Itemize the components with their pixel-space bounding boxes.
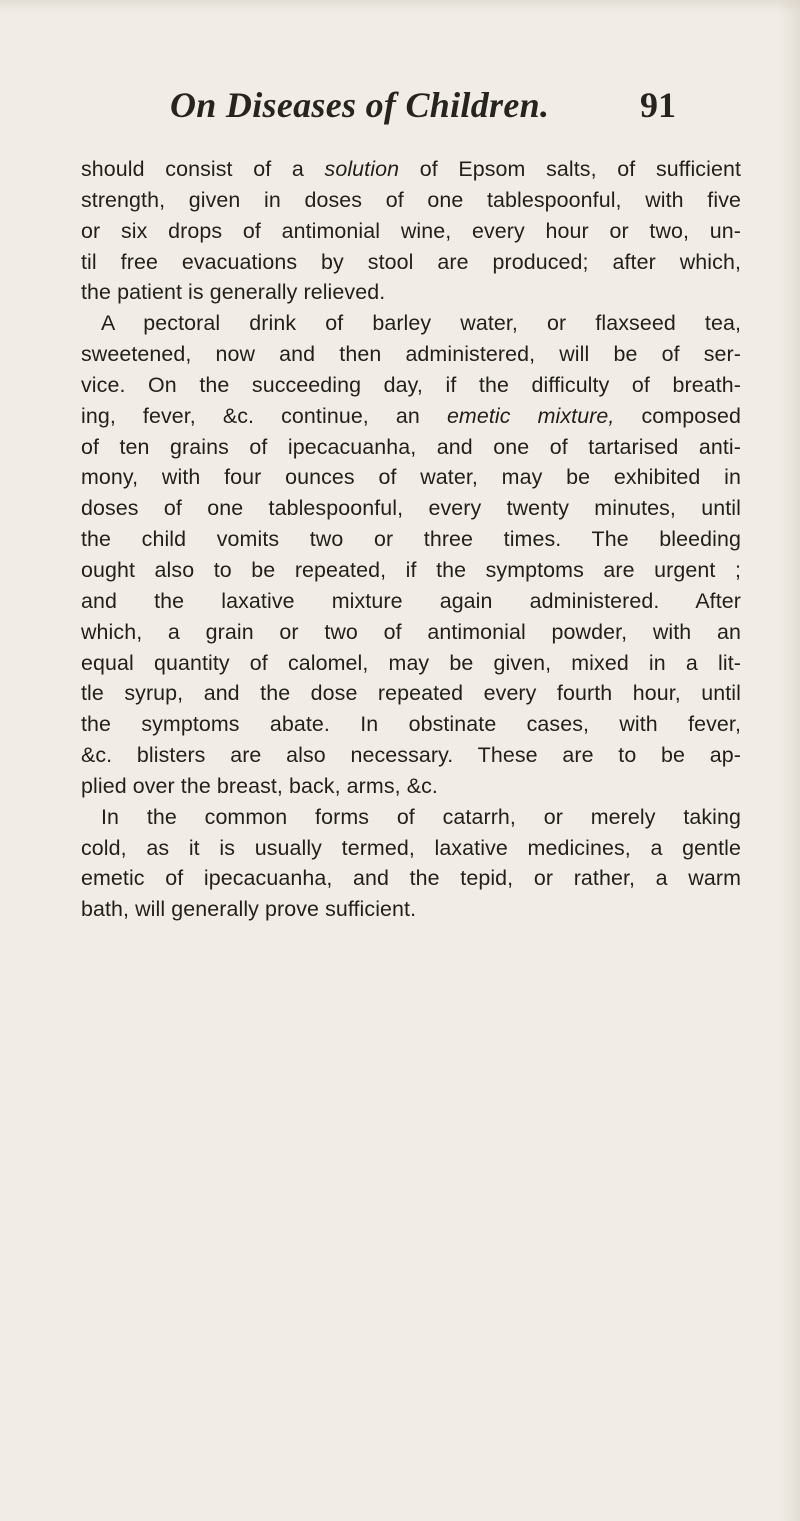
text-segment: should consist of a — [81, 157, 325, 181]
text-segment: emetic of ipecacuanha, and the tepid, or rather, a warm — [81, 866, 741, 891]
text-segment: bath, will generally prove sufficient. — [81, 897, 417, 922]
text-line — [81, 555, 741, 586]
text-segment: which, a grain or two of antimonial powder, with an — [81, 619, 741, 644]
text-segment: &c. blisters are also necessary. These are to be ap- — [81, 743, 741, 768]
text-segment: ought also to be repeated, if the symptoms are urgent ; — [81, 557, 741, 582]
text-line — [81, 586, 741, 617]
text-segment: composed — [614, 403, 741, 428]
text-line — [81, 247, 741, 278]
text-line — [81, 709, 741, 740]
page-top-shadow — [0, 0, 800, 14]
text-segment: In the common forms of catarrh, or merely taking — [101, 804, 741, 829]
text-segment: sweetened, now and then administered, will be of ser- — [81, 342, 741, 367]
text-line — [81, 308, 741, 339]
text-line — [81, 277, 741, 308]
text-line — [81, 154, 741, 185]
text-segment: doses of one tablespoonful, every twenty minutes, until — [81, 496, 741, 521]
text-line — [81, 771, 741, 802]
text-line — [81, 493, 741, 524]
text-line — [81, 216, 741, 247]
text-line — [81, 370, 741, 401]
text-segment: strength, given in doses of one tablespoonful, with five — [81, 187, 741, 212]
text-line — [81, 617, 741, 648]
text-line — [81, 432, 741, 463]
text-segment: the symptoms abate. In obstinate cases, with fever, — [81, 712, 741, 737]
text-segment: of Epsom salts, of sufficient — [399, 157, 741, 181]
text-segment: or six drops of antimonial wine, every hour or two, un- — [81, 218, 741, 243]
text-segment: ing, fever, &c. continue, an — [81, 403, 447, 428]
text-segment: A pectoral drink of barley water, or flaxseed tea, — [101, 311, 741, 336]
text-line — [81, 740, 741, 771]
running-title: On Diseases of Children. — [170, 85, 550, 125]
text-segment: cold, as it is usually termed, laxative medicines, a gentle — [81, 835, 741, 860]
text-line — [81, 894, 741, 925]
text-line — [81, 678, 741, 709]
text-segment: of ten grains of ipecacuanha, and one of tartarised anti- — [81, 434, 741, 459]
italic-term: emetic mixture, — [446, 403, 615, 428]
text-segment: tle syrup, and the dose repeated every fourth hour, until — [81, 681, 741, 706]
text-line — [81, 462, 741, 493]
italic-term: solution — [324, 157, 400, 181]
text-segment: vice. On the succeeding day, if the difficulty of breath- — [81, 372, 741, 397]
text-line — [81, 524, 741, 555]
text-segment: til free evacuations by stool are produced; after which, — [81, 249, 741, 274]
page-header — [170, 78, 730, 138]
text-segment: plied over the breast, back, arms, &c. — [81, 773, 438, 798]
text-segment: and the laxative mixture again administered. After — [81, 588, 741, 613]
text-segment: the child vomits two or three times. The bleeding — [81, 527, 741, 552]
text-line — [81, 185, 741, 216]
text-line — [81, 339, 741, 370]
text-line — [81, 863, 741, 894]
text-segment: the patient is generally relieved. — [81, 280, 386, 305]
page-number: 91 — [640, 85, 676, 125]
page-edge-shadow — [778, 0, 800, 1521]
text-line — [81, 833, 741, 864]
text-line — [81, 802, 741, 833]
text-segment: mony, with four ounces of water, may be exhibited in — [81, 465, 741, 490]
text-line — [81, 648, 741, 679]
body-text — [81, 154, 741, 925]
text-segment: equal quantity of calomel, may be given, mixed in a lit- — [81, 650, 741, 675]
text-line — [81, 401, 741, 432]
